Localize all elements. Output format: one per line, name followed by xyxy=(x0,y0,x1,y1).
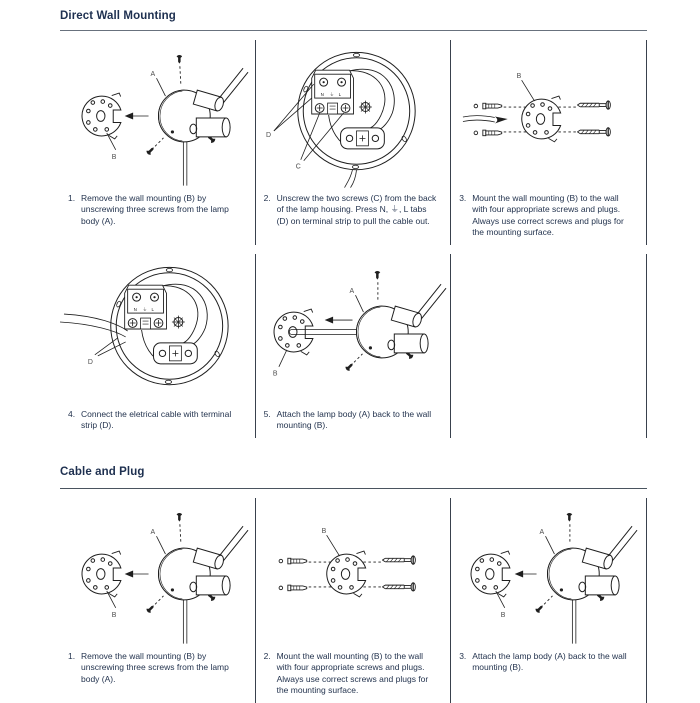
section-heading: Cable and Plug xyxy=(60,465,145,478)
leader-line xyxy=(278,350,286,367)
step-caption xyxy=(60,404,255,438)
step-caption xyxy=(451,646,646,680)
leader-line xyxy=(274,84,314,131)
long-screw-icon xyxy=(578,101,611,109)
section-direct-wall-mounting xyxy=(60,10,647,438)
label-b: B xyxy=(111,611,117,619)
step-text: Attach the lamp body (A) back to the wall mounting (B). xyxy=(472,650,627,673)
step-caption xyxy=(60,188,255,233)
content-area xyxy=(60,10,647,703)
power-cable xyxy=(183,600,186,644)
wall-plug-icon xyxy=(474,103,502,109)
leader-line xyxy=(326,535,339,556)
section-heading: Direct Wall Mounting xyxy=(60,10,176,22)
step-number: 3. xyxy=(459,650,467,661)
terminal-l-label: L xyxy=(338,92,341,98)
label-c: C xyxy=(295,163,301,171)
wall-mounting-plate xyxy=(274,309,313,355)
lamp-housing-back xyxy=(111,267,228,384)
long-screw-icon xyxy=(382,583,415,591)
electrical-cable xyxy=(463,116,495,122)
wall-plug-icon xyxy=(474,130,502,136)
empty-panel xyxy=(451,254,647,438)
step-number: 3. xyxy=(459,193,467,203)
leader-line xyxy=(107,591,116,608)
label-d: D xyxy=(265,131,271,139)
diagram-attach-body xyxy=(451,498,645,646)
screw-icon xyxy=(567,513,572,521)
heading-rule xyxy=(60,488,647,489)
step-row-2 xyxy=(60,254,647,438)
screw-icon xyxy=(146,604,155,613)
step-number: 1. xyxy=(68,650,76,661)
screw-icon xyxy=(146,146,155,155)
screw-icon xyxy=(345,362,354,371)
step-panel-unscrew-terminal xyxy=(256,40,452,245)
label-b: B xyxy=(516,73,522,81)
leader-line xyxy=(355,295,363,312)
leader-line xyxy=(157,536,166,554)
screw-icon xyxy=(374,271,379,279)
cable-frayed-end xyxy=(495,116,508,123)
terminal-l-label: L xyxy=(151,306,155,312)
step-text: Mount the wall mounting (B) to the wall with four appropriate screws and plugs. Always use correct screws and plugs for the mounting surface. xyxy=(276,650,429,696)
label-b: B xyxy=(321,528,326,536)
step-text: Attach the lamp body (A) back to the wall mounting (B). xyxy=(276,408,432,431)
terminal-n-label: N xyxy=(133,306,137,312)
terminal-earth-label: ⏚ xyxy=(329,92,334,98)
electrical-cable xyxy=(60,314,128,337)
step-text: Mount the wall mounting (B) to the wall with four appropriate screws and plugs. Always use correct screws and plugs for the mounting surface. xyxy=(472,193,624,238)
diagram-remove-mounting xyxy=(60,498,254,646)
step-number: 5. xyxy=(263,408,271,419)
label-d: D xyxy=(87,358,93,366)
wall-plug-icon xyxy=(279,585,307,591)
step-caption xyxy=(256,646,451,703)
leader-line xyxy=(107,133,116,150)
step-panel-connect-cable xyxy=(60,254,256,438)
label-a: A xyxy=(539,529,545,537)
step-caption xyxy=(451,188,646,245)
leader-line xyxy=(546,536,555,554)
step-caption xyxy=(256,188,451,233)
label-a: A xyxy=(349,288,354,296)
lamp-body xyxy=(548,526,638,600)
lamp-body xyxy=(356,284,446,358)
label-a: A xyxy=(150,71,156,79)
wall-mounting-plate xyxy=(471,551,510,597)
power-cable xyxy=(344,170,356,188)
power-cable xyxy=(573,600,576,644)
step-panel-attach-body xyxy=(256,254,452,438)
terminal-earth-label: ⏚ xyxy=(142,306,148,312)
screw-icon xyxy=(535,604,544,613)
wall-plug-icon xyxy=(279,558,307,564)
step-number: 2. xyxy=(263,650,271,661)
step-number: 4. xyxy=(68,408,76,419)
leader-line xyxy=(522,80,535,101)
step-panel-mount-to-wall xyxy=(451,40,647,245)
screw-icon xyxy=(177,513,182,521)
step-panel-remove-mounting xyxy=(60,40,256,245)
step-panel-remove-mounting xyxy=(60,498,256,703)
diagram-wall-mount-screws xyxy=(256,498,450,646)
diagram-wall-mount-screws xyxy=(451,40,645,188)
screw-icon xyxy=(177,55,182,63)
leader-line xyxy=(157,78,166,96)
long-screw-icon xyxy=(578,128,611,136)
step-number: 1. xyxy=(68,193,76,203)
step-number: 2. xyxy=(263,193,271,203)
diagram-connect-cable xyxy=(60,254,254,404)
step-text: Remove the wall mounting (B) by unscrewing three screws from the lamp body (A). xyxy=(81,650,229,684)
power-cable xyxy=(183,142,186,186)
lamp-body xyxy=(158,526,248,600)
step-caption xyxy=(256,404,451,438)
wall-mounting-plate xyxy=(522,96,561,142)
diagram-remove-mounting xyxy=(60,40,254,188)
wall-mounting-plate xyxy=(82,93,121,139)
label-b: B xyxy=(111,153,117,161)
step-text: Remove the wall mounting (B) by unscrewing three screws from the lamp body (A). xyxy=(81,193,229,226)
lamp-housing-back xyxy=(297,52,414,169)
step-row-1 xyxy=(60,40,647,245)
terminal-n-label: N xyxy=(320,92,324,98)
leader-line xyxy=(496,591,505,608)
section-cable-and-plug xyxy=(60,466,647,703)
label-a: A xyxy=(150,529,156,537)
step-text: Connect the eletrical cable with terminal strip (D). xyxy=(81,408,232,431)
step-text: Unscrew the two screws (C) from the back of the lamp housing. Press N, ⏚, L tabs (D) on terminal strip to pull the cable out. xyxy=(276,193,437,226)
lamp-body xyxy=(158,68,248,142)
long-screw-icon xyxy=(382,556,415,564)
heading-rule xyxy=(60,30,647,31)
label-b: B xyxy=(500,611,506,619)
step-panel-mount-to-wall xyxy=(256,498,452,703)
step-row-3 xyxy=(60,498,647,703)
label-b: B xyxy=(272,370,278,378)
step-caption xyxy=(60,646,255,691)
wall-mounting-plate xyxy=(82,551,121,597)
diagram-attach-body xyxy=(256,254,450,404)
step-panel-attach-body xyxy=(451,498,647,703)
leader-line xyxy=(274,98,312,131)
diagram-terminal-unscrew xyxy=(256,40,450,188)
wall-mounting-plate xyxy=(326,551,365,597)
